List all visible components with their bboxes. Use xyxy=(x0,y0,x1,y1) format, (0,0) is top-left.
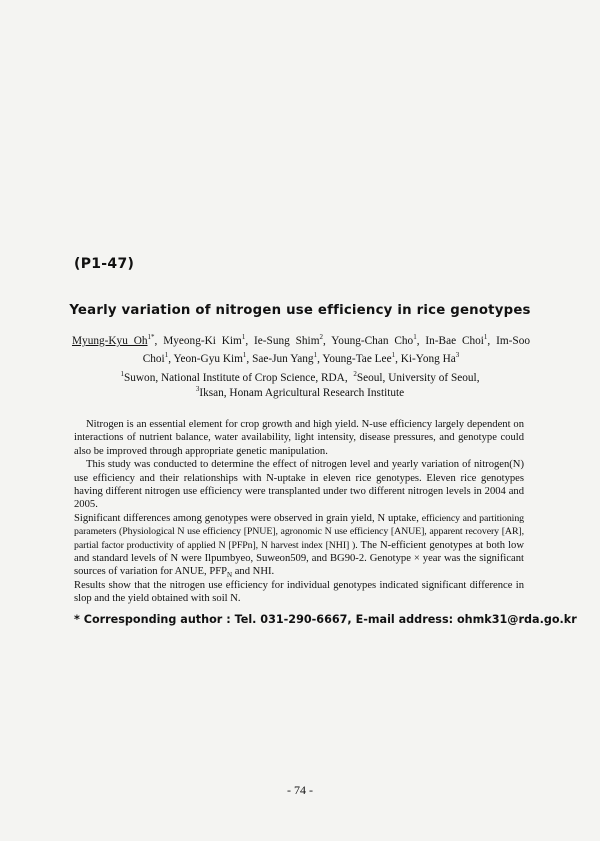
author-sup: 1 xyxy=(242,351,247,359)
paragraph-3-part-b: efficiency and partitioning parameters (Physiological N use efficiency [PNUE], agronomic N use efficiency [ANUE], apparent recovery [AR], partial factor productivity of applied N [PFPn], N harvest index [NHI] ). xyxy=(74,512,524,551)
author-sup: 3 xyxy=(455,351,460,359)
paragraph-1: Nitrogen is an essential element for crop growth and high yield. N-use efficiency largely dependent on interactions of nutrient balance, water availability, light intensity, disease pressures, and genotype could also be improved through appropriate genetic manipulation. xyxy=(74,419,524,457)
paragraph-3-part-a: Significant differences among genotypes were observed in grain yield, N uptake, xyxy=(74,512,422,524)
author-list: Myung-Kyu $Oh^{1*}$, Myeong-Ki Kim$^1$, Ie-Sung Shim$^2$, Young-Chan Cho$^1$, In-Bae Choi$^1$, Im-Soo Choi$^1$, Yeon-Gyu Kim$^1$, Sae-Jun Yang$^1$, Young-Tae Lee$^1$, Ki-Yong Ha$^3$ xyxy=(72,333,530,365)
paragraph-3-part-c: The N-efficient genotypes at both low and standard levels of N were Ilpumbyeo, Suweon509, and BG90-2. Genotype × year was the significant sources of variation for ANUE, PFP xyxy=(74,539,524,578)
author-name: Ie-Sung Shim xyxy=(254,335,320,347)
affiliations xyxy=(0,371,600,401)
author-name: Yeon-Gyu Kim xyxy=(173,353,243,365)
author-name: Young-Chan Cho xyxy=(331,335,414,347)
abstract-body xyxy=(74,418,524,606)
abstract-code: (P1-47) xyxy=(74,256,135,272)
author-sup: 1 xyxy=(483,333,488,341)
author-sup: 1 xyxy=(164,351,169,359)
author-sup: 1 xyxy=(313,351,318,359)
author-name: Myung-Kyu Oh xyxy=(72,335,148,347)
author-name: Im-Soo Choi xyxy=(142,335,530,365)
paragraph-3 xyxy=(74,512,524,579)
affiliation-sup: 2 xyxy=(353,370,357,378)
paragraph-3-part-d: and NHI. xyxy=(232,566,275,578)
author-name: Myeong-Ki Kim xyxy=(163,335,242,347)
author-sup: 2 xyxy=(319,333,323,341)
paragraph-2: This study was conducted to determine the effect of nitrogen level and yearly variation of nitrogen(N) use efficiency and their relationships with N-uptake in eleven rice genotypes. Eleven rice genotypes having different nitrogen use efficiency were transplanted under two different nitrogen levels in 2004 and 2005. xyxy=(74,459,524,511)
affiliation-sup: 3 xyxy=(195,385,200,393)
affiliation-sup: 1 xyxy=(120,370,124,378)
paper-title: Yearly variation of nitrogen use efficiency in rice genotypes xyxy=(69,303,531,318)
author-name: Ki-Yong Ha xyxy=(400,353,456,365)
author-name: Sae-Jun Yang xyxy=(252,353,314,365)
corresponding-author: * Corresponding author : Tel. 031-290-6667, E-mail address: ohmk31@rda.go.kr xyxy=(74,613,577,626)
author-sup: 1 xyxy=(241,333,246,341)
author-sup: 1* xyxy=(147,333,155,341)
paragraph-4: Results show that the nitrogen use efficiency for individual genotypes indicated significant difference in slop and the yield obtained with soil N. xyxy=(74,579,524,605)
affiliation-line-1 xyxy=(0,371,600,386)
author-name: In-Bae Choi xyxy=(425,335,484,347)
page-number: - 74 - xyxy=(287,783,313,797)
author-name: Young-Tae Lee xyxy=(322,353,392,365)
affiliation-2: Seoul, University of Seoul, xyxy=(356,372,480,384)
author-sup: 1 xyxy=(413,333,417,341)
affiliation-1: Suwon, National Institute of Crop Science, RDA, xyxy=(123,372,348,384)
affiliation-3: Iksan, Honam Agricultural Research Institute xyxy=(199,387,405,399)
subscript-n: N xyxy=(227,571,233,580)
affiliation-line-2 xyxy=(0,386,600,401)
author-sup: 1 xyxy=(391,351,396,359)
